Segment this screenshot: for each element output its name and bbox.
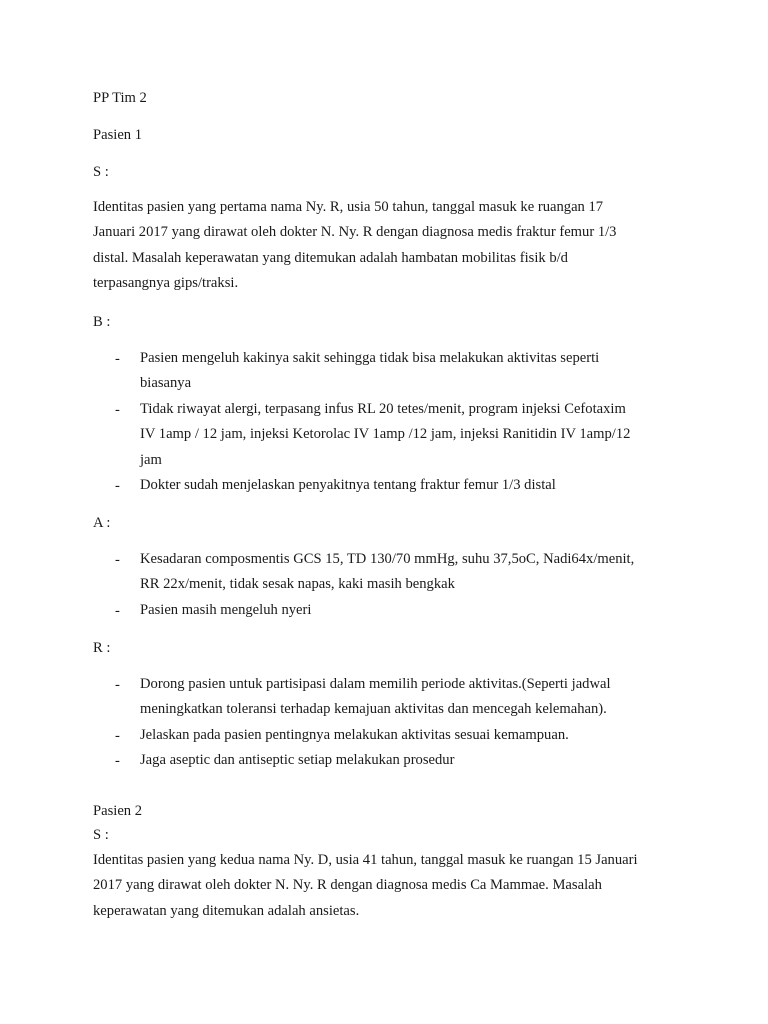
text-line: Pasien mengeluh kakinya sakit sehingga tidak bisa melakukan aktivitas seperti [140, 350, 600, 366]
p2-s-paragraph [93, 848, 673, 924]
text-line: jam [140, 451, 162, 468]
list-item [140, 397, 630, 473]
text-line: Jaga aseptic dan antiseptic setiap melakukan prosedur [140, 752, 455, 768]
list-item [140, 748, 454, 773]
text-line: Identitas pasien yang pertama nama Ny. R, usia 50 tahun, tanggal masuk ke ruangan 17 [93, 199, 604, 215]
list-item [140, 598, 311, 623]
p1-a-label: A : [93, 515, 111, 531]
bullet-marker: - [115, 677, 120, 693]
p2-s-label: S : [93, 827, 109, 843]
bullet-marker: - [115, 753, 120, 769]
text-line: IV 1amp / 12 jam, injeksi Ketorolac IV 1amp /12 jam, injeksi Ranitidin IV 1amp/12 [140, 426, 631, 443]
list-item [140, 473, 556, 498]
text-line: Dokter sudah menjelaskan penyakitnya tentang fraktur femur 1/3 distal [140, 477, 556, 493]
patient-1-heading: Pasien 1 [93, 127, 143, 143]
patient-2-heading: Pasien 2 [93, 803, 143, 819]
bullet-marker: - [115, 478, 120, 494]
bullet-marker: - [115, 728, 120, 744]
text-line: 2017 yang dirawat oleh dokter N. Ny. R dengan diagnosa medis Ca Mammae. Masalah [93, 877, 602, 894]
document-title: PP Tim 2 [93, 90, 147, 106]
text-line: Identitas pasien yang kedua nama Ny. D, usia 41 tahun, tanggal masuk ke ruangan 15 Januari [93, 852, 638, 868]
text-line: Dorong pasien untuk partisipasi dalam memilih periode aktivitas.(Seperti jadwal [140, 676, 611, 692]
bullet-marker: - [115, 402, 120, 418]
text-line: Tidak riwayat alergi, terpasang infus RL 20 tetes/menit, program injeksi Cefotaxim [140, 401, 626, 417]
bullet-marker: - [115, 603, 120, 619]
list-item [140, 672, 611, 723]
text-line: Jelaskan pada pasien pentingnya melakukan aktivitas sesuai kemampuan. [140, 727, 569, 743]
text-line: terpasangnya gips/traksi. [93, 274, 239, 291]
text-line: biasanya [140, 375, 192, 392]
p1-s-paragraph [93, 195, 673, 296]
list-item [140, 723, 569, 748]
text-line: RR 22x/menit, tidak sesak napas, kaki masih bengkak [140, 576, 455, 593]
text-line: keperawatan yang ditemukan adalah ansietas. [93, 902, 360, 919]
bullet-marker: - [115, 552, 120, 568]
p1-r-label: R : [93, 640, 111, 656]
list-item [140, 547, 634, 598]
text-line: Pasien masih mengeluh nyeri [140, 602, 312, 618]
text-line: Kesadaran composmentis GCS 15, TD 130/70 mmHg, suhu 37,5oC, Nadi64x/menit, [140, 551, 635, 567]
p1-s-label: S : [93, 164, 109, 180]
text-line: distal. Masalah keperawatan yang ditemukan adalah hambatan mobilitas fisik b/d [93, 249, 568, 266]
p1-b-label: B : [93, 314, 111, 330]
bullet-marker: - [115, 351, 120, 367]
text-line: meningkatkan toleransi terhadap kemajuan aktivitas dan mencegah kelemahan). [140, 701, 607, 718]
list-item [140, 346, 599, 397]
text-line: Januari 2017 yang dirawat oleh dokter N. Ny. R dengan diagnosa medis fraktur femur 1/3 [93, 224, 617, 241]
